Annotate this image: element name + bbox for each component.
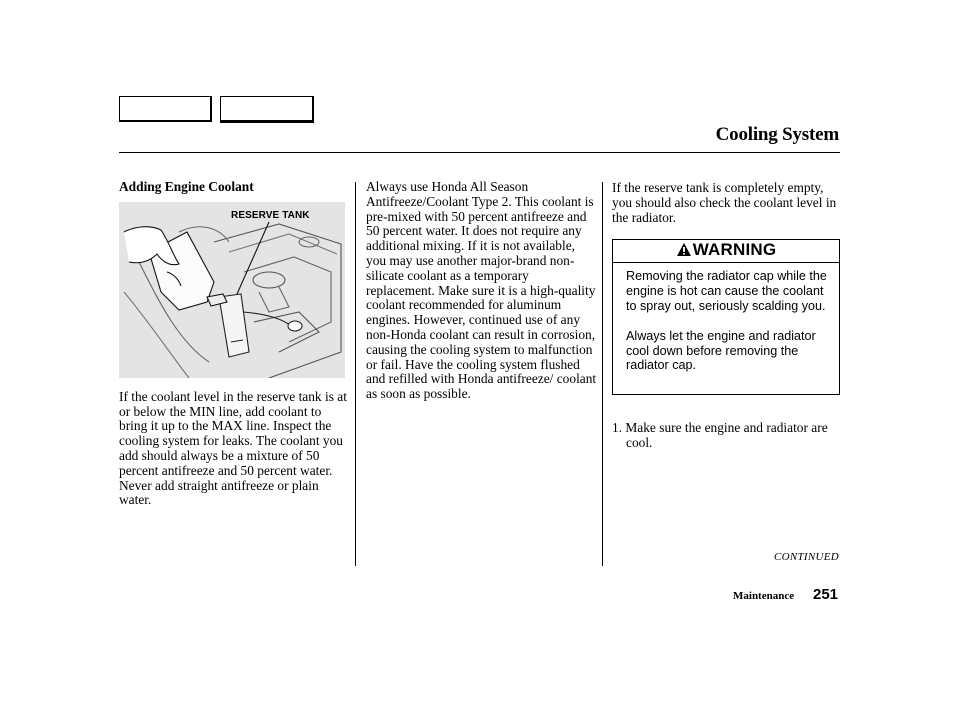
warning-box — [612, 239, 840, 395]
coolant-level-paragraph: If the coolant level in the reserve tank is at or below the MIN line, add coolant to bring it up to the MAX line. Inspect the cooling system for leaks. The coolant you add should always be a mixture of 50 percent antifreeze and 50 percent water. Never add straight antifreeze or plain water. — [119, 388, 347, 508]
warning-text-2: Always let the engine and radiator cool down before removing the radiator cap. — [626, 328, 816, 373]
section-title: Cooling System — [715, 124, 839, 145]
step-1: 1. Make sure the engine and radiator are cool. — [612, 420, 828, 451]
warning-title: WARNING — [692, 240, 777, 260]
engine-drawing — [119, 202, 345, 378]
warning-rule — [613, 262, 839, 263]
warning-header — [613, 240, 839, 264]
column-divider-2 — [602, 182, 603, 566]
warning-text-1: Removing the radiator cap while the engine is hot can cause the coolant to spray out, seriously scalding you. — [626, 269, 827, 313]
column-2 — [366, 180, 598, 402]
engine-illustration — [119, 202, 345, 378]
figure-label-reserve-tank: RESERVE TANK — [231, 209, 310, 221]
antifreeze-paragraph: Always use Honda All Season Antifreeze/Coolant Type 2. This coolant is pre-mixed with 50 percent antifreeze and 50 percent water. It does not require any additional mixing. If it is not available, you may use another major-brand non-silicate coolant as a temporary replacement. Make sure it is a high-quality coolant recommended for aluminum engines. However, continued use of any non-Honda coolant can result in corrosion, causing the cooling system to malfunction or fail. Have the cooling system flushed and refilled with Honda antifreeze/ coolant as soon as possible. — [366, 179, 597, 402]
nav-tab-box-1[interactable] — [119, 96, 212, 122]
nav-tab-box-2[interactable] — [220, 96, 314, 123]
column-3 — [612, 181, 840, 451]
footer-section-label: Maintenance — [733, 590, 795, 602]
column-1 — [119, 180, 351, 508]
reserve-empty-paragraph: If the reserve tank is completely empty, you should also check the coolant level in the radiator. — [612, 180, 837, 225]
warning-body — [626, 269, 831, 373]
column-divider-1 — [355, 182, 356, 566]
subheading: Adding Engine Coolant — [119, 179, 254, 194]
page-number: 251 — [813, 586, 839, 603]
header-rule — [119, 152, 840, 153]
warning-triangle-icon — [676, 242, 692, 257]
continued-label: CONTINUED — [773, 551, 839, 563]
